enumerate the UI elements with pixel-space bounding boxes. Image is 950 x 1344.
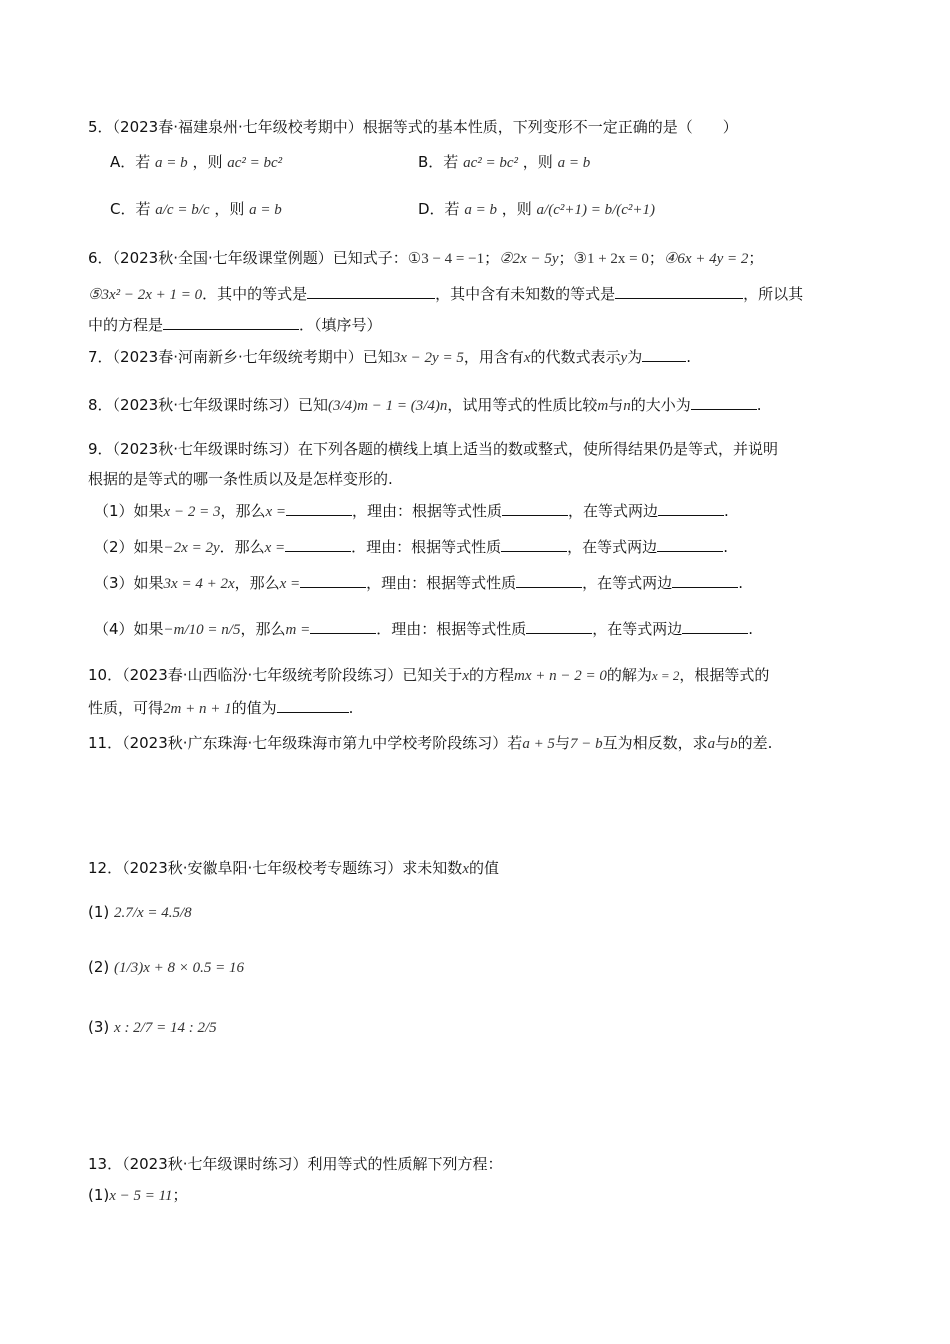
q5-option-c-label: C．若: [110, 200, 151, 218]
q5-option-c[interactable]: [110, 198, 282, 221]
q12-part-3: [88, 1016, 217, 1039]
q10-blank[interactable]: [277, 698, 349, 713]
q10-end: .: [348, 699, 354, 717]
q10-line-2: [88, 697, 353, 720]
q11-expr-2: 7 − b: [569, 736, 603, 752]
q6-text-3: ，所以其: [743, 285, 804, 303]
q6-sep: ；: [558, 249, 574, 267]
q5-option-d-mid: ，则: [501, 200, 532, 218]
q9-part-equation: x − 2 = 3: [163, 504, 221, 520]
q7-end: .: [686, 348, 691, 366]
q8-prefix: 8．（2023秋·七年级课时练习）已知: [88, 396, 328, 414]
q9-part-blank-property[interactable]: [501, 537, 567, 552]
q9-part-then: ，那么: [220, 502, 266, 520]
q7-mid: ，用含有: [463, 348, 524, 366]
q9-part-lhs: x =: [265, 504, 286, 520]
q9-part-end: .: [748, 620, 754, 638]
q9-part-reason: ，理由：根据等式性质: [352, 502, 503, 520]
q13-part-1: [88, 1184, 188, 1207]
q8-blank[interactable]: [691, 395, 757, 410]
q13-part-end: ；: [172, 1186, 188, 1204]
q9-part-blank-operation[interactable]: [658, 501, 724, 516]
q6-blank-unknowns[interactable]: [615, 284, 743, 299]
q6-item-4: ④6x + 4y = 2: [663, 251, 749, 267]
q12-stem-end: 的值: [468, 859, 499, 877]
q5-option-a-result: ac² = bc²: [227, 155, 283, 171]
q10-prefix: 10．（2023春·山西临汾·七年级统考阶段练习）已知关于: [88, 666, 463, 684]
q7-line: [88, 346, 691, 369]
q9-part-blank-operation[interactable]: [672, 573, 738, 588]
q9-part-then: ．那么: [219, 538, 265, 556]
q9-part-blank-value[interactable]: [285, 537, 351, 552]
q9-part-end: .: [738, 574, 743, 592]
q7-equation: 3x − 2y = 5: [392, 350, 464, 366]
q10-line-1: [88, 664, 769, 687]
q9-part-label: （1）如果: [94, 502, 164, 520]
q6-text-5: ．（填序号）: [299, 316, 382, 334]
q12-part-2: [88, 956, 244, 979]
q5-option-a[interactable]: [110, 151, 282, 174]
q9-part-blank-property[interactable]: [526, 619, 592, 634]
q9-part-label: （4）如果: [94, 620, 164, 638]
q7-prefix: 7．（2023春·河南新乡·七年级统考期中）已知: [88, 348, 393, 366]
q8-line: [88, 394, 762, 417]
q9-part-blank-value[interactable]: [286, 501, 352, 516]
q9-part-equation: −m/10 = n/5: [163, 622, 241, 638]
q11-and: 与: [554, 734, 570, 752]
q12-part-label: (1): [88, 903, 110, 921]
q9-part-label: （3）如果: [94, 574, 164, 592]
q5-option-a-label: A．若: [110, 153, 151, 171]
q8-var-n: n: [623, 398, 631, 414]
q9-part-reason: ．理由：根据等式性质: [376, 620, 527, 638]
q10-mid2: 的解为: [606, 666, 652, 684]
q11-suffix: 的差.: [737, 734, 773, 752]
q9-part-reason: ．理由：根据等式性质: [351, 538, 502, 556]
q6-item-5: ⑤3x² − 2x + 1 = 0: [88, 287, 203, 303]
q9-stem-1: 9．（2023秋·七年级课时练习）在下列各题的横线上填上适当的数或整式，使所得结果仍是等式，并说明: [88, 440, 778, 458]
q10-equation: mx + n − 2 = 0: [514, 668, 607, 684]
q9-part-blank-value[interactable]: [310, 619, 376, 634]
q13-stem: 13．（2023秋·七年级课时练习）利用等式的性质解下列方程：: [88, 1155, 503, 1173]
q9-part-side: ，在等式两边: [582, 574, 673, 592]
q8-end: .: [756, 396, 762, 414]
q6-text-2: ，其中含有未知数的等式是: [435, 285, 616, 303]
q9-part-lhs: x =: [279, 576, 301, 592]
q9-part-lhs: m =: [285, 622, 311, 638]
q9-stem-2: 根据的是等式的哪一条性质以及是怎样变形的.: [88, 470, 393, 488]
q5-option-b-cond: ac² = bc²: [463, 155, 519, 171]
q12-part-expr: x : 2/7 = 14 : 2/5: [114, 1020, 217, 1036]
q9-part-4: [94, 618, 753, 641]
q8-mid: ，试用等式的性质比较: [447, 396, 598, 414]
q6-line-3: [88, 314, 382, 336]
q13-part-expr: x − 5 = 11: [109, 1188, 173, 1204]
q6-sep: ；: [748, 249, 764, 267]
q9-part-lhs: x =: [264, 540, 286, 556]
q12-stem: [88, 857, 499, 880]
q10-mid: 的方程: [468, 666, 514, 684]
q12-part-expr: 2.7/x = 4.5/8: [114, 905, 192, 921]
q9-part-end: .: [724, 502, 729, 520]
q5-option-b-label: B．若: [418, 153, 459, 171]
q5-option-a-cond: a = b: [155, 155, 188, 171]
q5-option-c-cond: a/c = b/c: [155, 202, 210, 218]
q11-prefix: 11．（2023秋·广东珠海·七年级珠海市第九中学校考阶段练习）若: [88, 734, 523, 752]
q5-option-c-result: a = b: [249, 202, 282, 218]
q9-part-side: ，在等式两边: [568, 502, 659, 520]
q9-part-label: （2）如果: [94, 538, 164, 556]
q9-part-blank-property[interactable]: [502, 501, 568, 516]
q7-var-x: x: [523, 350, 531, 366]
q5-stem: 5．（2023春·福建泉州·七年级校考期中）根据等式的基本性质，下列变形不一定正确的是（ ）: [88, 118, 738, 136]
q12-part-expr: (1/3)x + 8 × 0.5 = 16: [114, 960, 244, 976]
q11-and2: 与: [715, 734, 731, 752]
q9-part-then: ，那么: [240, 620, 286, 638]
q10-var-x: x: [462, 668, 469, 684]
q6-item-2: ②2x − 5y: [499, 251, 559, 267]
q7-mid2: 的代数式表示: [530, 348, 621, 366]
q5-option-a-mid: ，则: [192, 153, 223, 171]
q10-solution: x = 2: [651, 668, 680, 683]
q7-blank[interactable]: [642, 347, 686, 362]
q10-expr: 2m + n + 1: [163, 701, 232, 717]
q11-line: [88, 732, 772, 755]
q6-line-1: [88, 247, 763, 270]
q5-option-d[interactable]: [418, 198, 655, 221]
q6-prefix: 6．（2023秋·全国·七年级课堂例题）已知式子：: [88, 249, 408, 267]
q7-suffix: 为: [627, 348, 643, 366]
q5-option-b[interactable]: [418, 151, 590, 174]
q11-var-b: b: [730, 736, 738, 752]
q6-item-3: ③1 + 2x = 0: [573, 251, 649, 267]
q5-option-d-cond: a = b: [464, 202, 497, 218]
q12-stem-text: 12．（2023秋·安徽阜阳·七年级校考专题练习）求未知数: [88, 859, 463, 877]
q9-part-1: [94, 500, 729, 523]
q9-part-side: ，在等式两边: [567, 538, 658, 556]
q6-blank-equations[interactable]: [307, 284, 435, 299]
q8-var-m: m: [597, 398, 609, 414]
q9-part-blank-operation[interactable]: [682, 619, 748, 634]
q6-line-2: [88, 283, 803, 306]
q9-part-3: [94, 572, 743, 595]
q8-suffix: 的大小为: [630, 396, 691, 414]
q6-item-1: ①3 − 4 = −1: [407, 251, 485, 267]
q12-part-1: [88, 901, 192, 924]
q9-part-2: [94, 536, 728, 559]
q11-var-a: a: [707, 736, 716, 752]
q9-part-blank-operation[interactable]: [657, 537, 723, 552]
q10-line2b: 的值为: [231, 699, 277, 717]
q9-part-equation: 3x = 4 + 2x: [163, 576, 235, 592]
q5-option-b-result: a = b: [557, 155, 591, 171]
q9-part-blank-property[interactable]: [516, 573, 582, 588]
q8-equation: (3/4)m − 1 = (3/4)n: [328, 398, 448, 414]
q10-suffix: ，根据等式的: [679, 666, 770, 684]
q9-part-end: .: [723, 538, 728, 556]
q9-part-reason: ，理由：根据等式性质: [366, 574, 517, 592]
q12-var-x: x: [462, 861, 469, 877]
q9-part-then: ，那么: [234, 574, 280, 592]
q7-var-y: y: [620, 350, 628, 366]
q5-option-c-mid: ，则: [214, 200, 245, 218]
q12-part-label: (3): [88, 1018, 110, 1036]
q12-part-label: (2): [88, 958, 110, 976]
q11-expr-1: a + 5: [522, 736, 555, 752]
q6-blank-equation-list[interactable]: [163, 315, 299, 330]
q9-part-side: ，在等式两边: [592, 620, 683, 638]
q9-part-blank-value[interactable]: [300, 573, 366, 588]
q6-sep: ；: [648, 249, 664, 267]
q11-mid: 互为相反数，求: [602, 734, 708, 752]
q6-text-1: ．其中的等式是: [202, 285, 308, 303]
q10-line2a: 性质，可得: [88, 699, 164, 717]
q5-option-b-mid: ，则: [522, 153, 553, 171]
q8-and: 与: [608, 396, 624, 414]
q6-sep: ；: [484, 249, 500, 267]
q5-option-d-label: D．若: [418, 200, 460, 218]
q9-part-equation: −2x = 2y: [163, 540, 220, 556]
q13-part-label: (1): [88, 1186, 110, 1204]
q6-text-4: 中的方程是: [88, 316, 164, 334]
q5-option-d-result: a/(c²+1) = b/(c²+1): [536, 202, 656, 218]
